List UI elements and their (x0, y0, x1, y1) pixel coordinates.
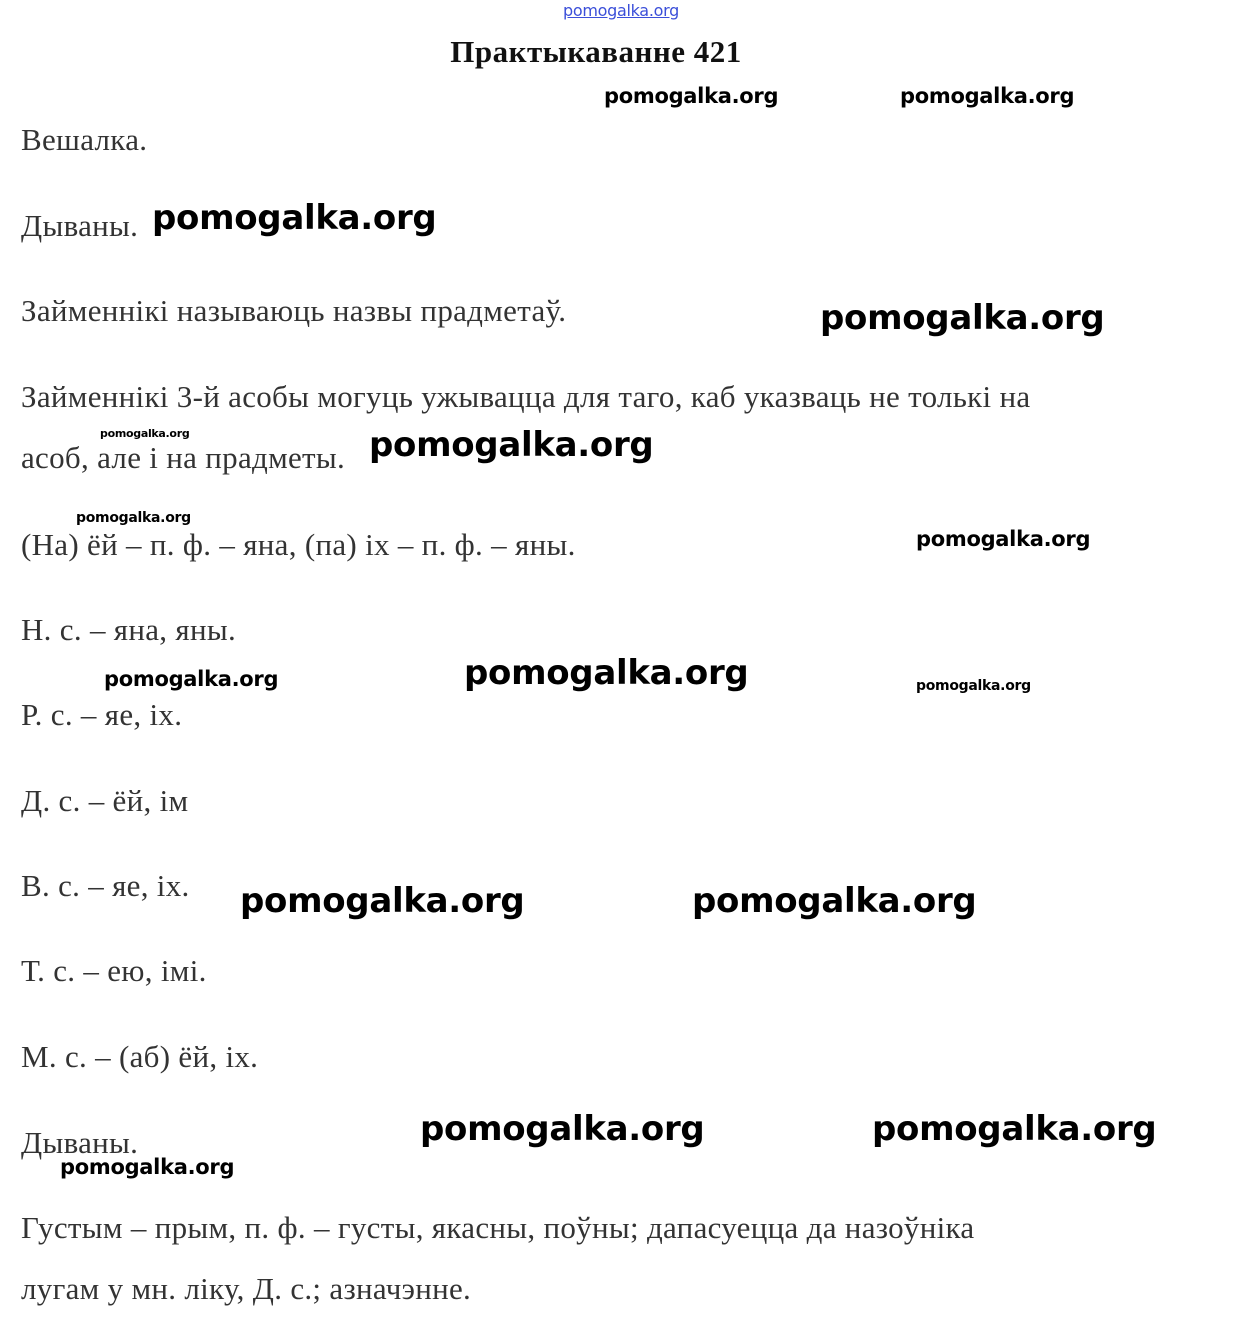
watermark: pomogalka.org (900, 84, 1075, 108)
text-line: Займеннікі называюць назвы прадметаў. (21, 293, 567, 328)
watermark: pomogalka.org (76, 510, 191, 526)
watermark: pomogalka.org (604, 84, 779, 108)
watermark: pomogalka.org (916, 527, 1091, 551)
watermark: pomogalka.org (100, 427, 190, 440)
watermark: pomogalka.org (240, 881, 525, 921)
page-title: Практыкаванне 421 (450, 34, 742, 69)
text-line: В. с. – яе, іх. (21, 868, 190, 903)
watermark: pomogalka.org (152, 198, 437, 238)
watermark: pomogalka.org (464, 653, 749, 693)
text-line: М. с. – (аб) ёй, іх. (21, 1039, 259, 1074)
watermark: pomogalka.org (420, 1109, 705, 1149)
watermark: pomogalka.org (369, 425, 654, 465)
watermark: pomogalka.org (692, 881, 977, 921)
text-line: лугам у мн. ліку, Д. с.; азначэнне. (21, 1271, 472, 1306)
text-line: Т. с. – ею, імі. (21, 953, 207, 988)
text-line: (На) ёй – п. ф. – яна, (па) іх – п. ф. – яны. (21, 527, 576, 562)
watermark: pomogalka.org (60, 1155, 235, 1179)
text-line: Р. с. – яе, іх. (21, 697, 183, 732)
top-watermark-link[interactable]: pomogalka.org (563, 1, 679, 20)
watermark: pomogalka.org (916, 678, 1031, 694)
watermark: pomogalka.org (820, 298, 1105, 338)
text-line: асоб, але і на прадметы. (21, 440, 346, 475)
text-line: Густым – прым, п. ф. – густы, якасны, поўны; дапасуецца да назоўніка (21, 1210, 975, 1245)
text-line: Дываны. (21, 1125, 139, 1160)
watermark: pomogalka.org (872, 1109, 1157, 1149)
watermark: pomogalka.org (104, 667, 279, 691)
text-line: Дываны. (21, 208, 139, 243)
text-line: Вешалка. (21, 122, 148, 157)
text-line: Н. с. – яна, яны. (21, 612, 237, 647)
text-line: Займеннікі 3-й асобы могуць ужывацца для таго, каб указваць не толькі на (21, 379, 1031, 414)
text-line: Д. с. – ёй, ім (21, 783, 189, 818)
